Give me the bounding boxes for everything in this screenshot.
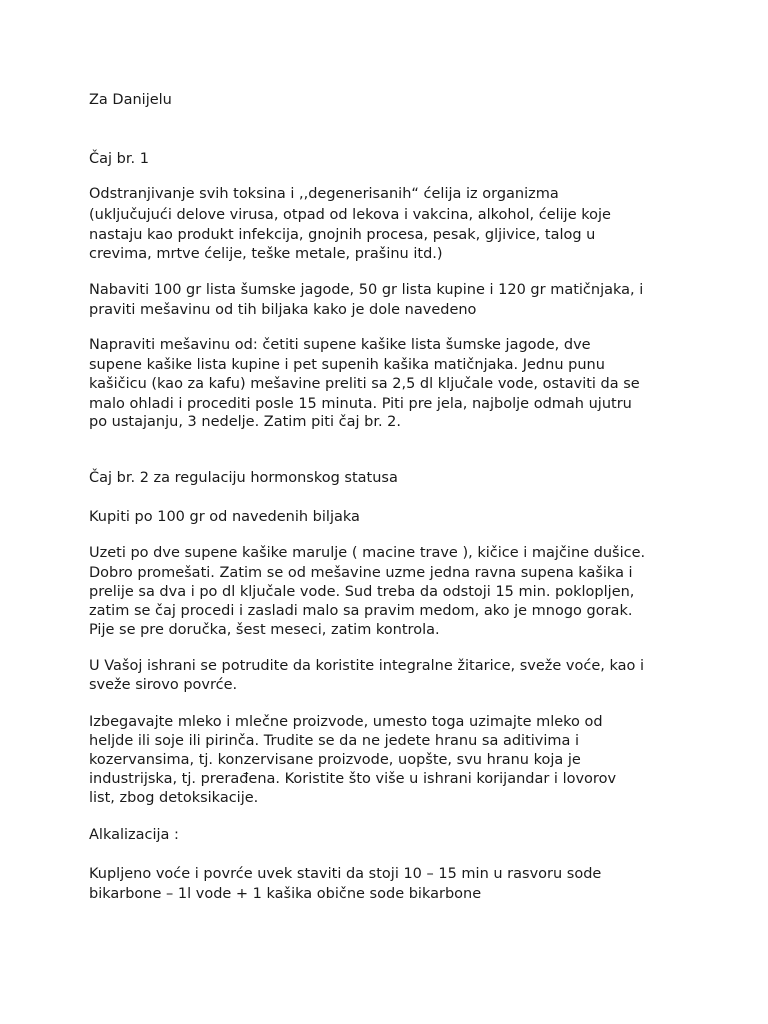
alkalization-line: bikarbone – 1l vode + 1 kašika obične sode bikarbone xyxy=(89,886,482,902)
alkalization-title: Alkalizacija : xyxy=(89,827,179,843)
diet-advice-line: U Vašoj ishrani se potrudite da koristite integralne žitarice, sveže voće, kao i xyxy=(89,658,645,674)
tea-1-purpose-line: crevima, mrtve ćelije, teške metale, prašinu itd.) xyxy=(89,246,443,262)
tea-2-preparation-line: zatim se čaj procedi i zasladi malo sa pravim medom, ako je mnogo gorak. xyxy=(89,603,633,619)
document-heading: Za Danijelu xyxy=(89,92,172,108)
tea-1-ingredients-line: praviti mešavinu od tih biljaka kako je dole navedeno xyxy=(89,302,477,318)
tea-1-purpose-line: (uključujući delove virusa, otpad od lekova i vakcina, alkohol, ćelije koje xyxy=(89,207,611,223)
avoid-foods-line: kozervansima, tj. konzervisane proizvode, uopšte, svu hranu koja je xyxy=(89,752,581,768)
tea-2-preparation-line: Pije se pre doručka, šest meseci, zatim kontrola. xyxy=(89,622,440,638)
tea-1-ingredients-line: Nabaviti 100 gr lista šumske jagode, 50 gr lista kupine i 120 gr matičnjaka, i xyxy=(89,282,644,298)
diet-advice-line: sveže sirovo povrće. xyxy=(89,677,238,693)
alkalization-line: Kupljeno voće i povrće uvek staviti da stoji 10 – 15 min u rasvoru sode xyxy=(89,866,602,882)
tea-1-preparation-line: supene kašike lista kupine i pet supenih kašika matičnjaka. Jednu punu xyxy=(89,357,605,373)
tea-1-title: Čaj br. 1 xyxy=(89,151,149,167)
avoid-foods-line: Izbegavajte mleko i mlečne proizvode, umesto toga uzimajte mleko od xyxy=(89,714,603,730)
tea-1-preparation-line: po ustajanju, 3 nedelje. Zatim piti čaj br. 2. xyxy=(89,414,402,430)
avoid-foods-line: industrijska, tj. prerađena. Koristite što više u ishrani korijandar i lovorov xyxy=(89,771,617,787)
avoid-foods-line: list, zbog detoksikacije. xyxy=(89,790,259,806)
tea-1-purpose-line: Odstranjivanje svih toksina i ,,degenerisanih“ ćelija iz organizma xyxy=(89,186,559,202)
tea-2-preparation-line: prelije sa dva i po dl ključale vode. Sud treba da odstoji 15 min. poklopljen, xyxy=(89,584,635,600)
tea-2-title: Čaj br. 2 za regulaciju hormonskog statusa xyxy=(89,470,398,486)
tea-2-buy-line: Kupiti po 100 gr od navedenih biljaka xyxy=(89,509,360,525)
tea-1-purpose-line: nastaju kao produkt infekcija, gnojnih procesa, pesak, gljivice, talog u xyxy=(89,227,596,243)
tea-2-preparation-line: Dobro promešati. Zatim se od mešavine uzme jedna ravna supena kašika i xyxy=(89,565,633,581)
tea-1-preparation-line: Napraviti mešavinu od: četiti supene kašike lista šumske jagode, dve xyxy=(89,337,591,353)
avoid-foods-line: heljde ili soje ili pirinča. Trudite se da ne jedete hranu sa aditivima i xyxy=(89,733,580,749)
tea-1-preparation-line: malo ohladi i procediti posle 15 minuta. Piti pre jela, najbolje odmah ujutru xyxy=(89,396,632,412)
tea-1-preparation-line: kašičicu (kao za kafu) mešavine preliti sa 2,5 dl ključale vode, ostaviti da se xyxy=(89,376,640,392)
tea-2-preparation-line: Uzeti po dve supene kašike marulje ( macine trave ), kičice i majčine dušice. xyxy=(89,545,646,561)
